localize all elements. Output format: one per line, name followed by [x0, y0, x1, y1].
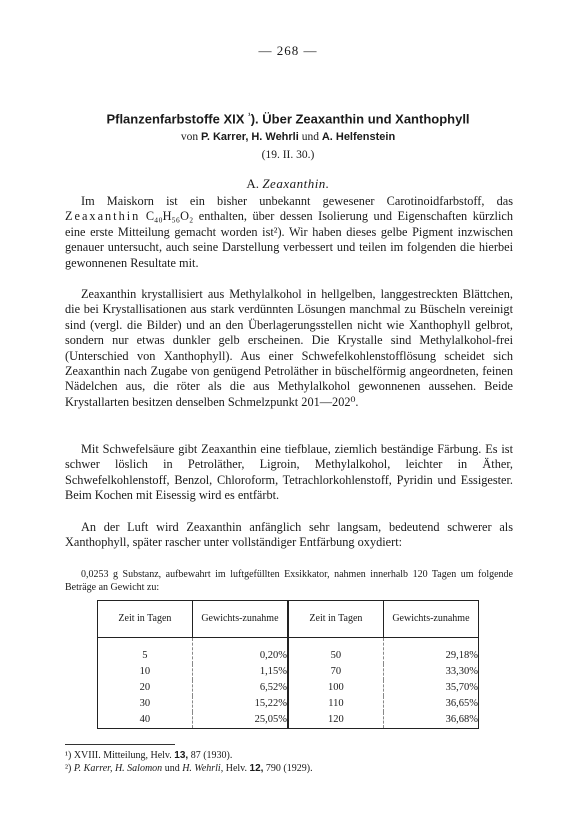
title-rest: ). Über Zeaxanthin und Xanthophyll — [250, 111, 470, 127]
cell-gain: 0,20% — [192, 638, 288, 665]
fn2-author3: H. Wehrli, — [182, 763, 224, 774]
paragraph-1 — [65, 194, 513, 271]
table-row — [98, 680, 479, 696]
article-title — [0, 111, 576, 126]
paragraph-4 — [65, 520, 513, 551]
p1-formula: C₄₀H₅₆O₂ — [145, 209, 194, 224]
author-3: A. Helfenstein — [321, 131, 396, 143]
p4-text: An der Luft wird Zeaxanthin anfänglich sehr langsam, bedeutend schwerer als Xanthophyll, später rascher unter vollständiger Entfärbung oxydiert: — [65, 520, 513, 550]
footnote-rule — [65, 744, 175, 745]
fn1-mark: ¹) — [65, 750, 72, 761]
cell-days: 40 — [98, 712, 193, 729]
header-gain-2: Gewichts-zunahme — [383, 601, 478, 638]
cell-days: 120 — [288, 712, 383, 729]
footnote-2 — [65, 763, 513, 775]
fn2-text: Helv. — [225, 763, 248, 774]
cell-gain: 36,68% — [445, 714, 478, 725]
title-footnote-mark: ¹ — [248, 111, 251, 120]
cell-gain: 29,18% — [445, 650, 478, 661]
fn1-volume: 13, — [174, 750, 189, 761]
fn2-und: und — [164, 763, 180, 774]
author-und: und — [301, 131, 319, 143]
cell-days: 30 — [98, 696, 193, 712]
author-von: von — [180, 131, 199, 143]
cell-days: 110 — [288, 696, 383, 712]
cell-gain: 25,05% — [192, 712, 288, 729]
weight-gain-table — [97, 600, 479, 729]
paragraph-2 — [65, 287, 513, 410]
author-1: P. Karrer, — [200, 131, 249, 143]
table-row — [98, 696, 479, 712]
cell-days: 70 — [288, 664, 383, 680]
table-row — [98, 638, 479, 665]
experiment-note: 0,0253 g Substanz, aufbewahrt im luftgefüllten Exsikkator, nahmen innerhalb 120 Tagen um folgende Beträge an Gewicht zu: — [65, 569, 513, 593]
section-heading — [0, 176, 576, 192]
author-2: H. Wehrli — [251, 131, 299, 143]
section-name: Zeaxanthin. — [262, 176, 330, 191]
paragraph-3 — [65, 442, 513, 504]
p3-text: Mit Schwefelsäure gibt Zeaxanthin eine tiefblaue, ziemlich beständige Färbung. Es ist schwer löslich in Petroläther, Ligroin, Methylalkohol, leichter in Äther, Schwefelkohlenstoff, Benzol, Chloroform, Tetrachlorkohlenstoff, Pyridin und Essigester. Beim Kochen mit Eisessig wird es entfärbt. — [65, 442, 513, 503]
cell-days: 100 — [288, 680, 383, 696]
submission-date: (19. II. 30.) — [261, 149, 315, 161]
page-number: — 268 — — [258, 43, 318, 58]
cell-days: 5 — [98, 638, 193, 665]
fn2-volume: 12, — [249, 763, 264, 774]
table-row — [98, 664, 479, 680]
p1-a: Im Maiskorn ist ein bisher unbekannt gewesener Carotinoidfarbstoff, das — [81, 194, 513, 208]
section-letter: A. — [246, 176, 260, 191]
cell-gain: 33,30% — [445, 666, 478, 677]
footnote-1 — [65, 750, 513, 762]
cell-gain: 15,22% — [192, 696, 288, 712]
fn1-end: 87 (1930). — [190, 750, 233, 761]
p1-name: Zeaxanthin — [65, 209, 141, 224]
cell-days: 10 — [98, 664, 193, 680]
header-gain-1: Gewichts-zunahme — [192, 601, 288, 638]
author-line — [0, 131, 576, 143]
header-days-2: Zeit in Tagen — [288, 601, 383, 638]
cell-gain: 6,52% — [192, 680, 288, 696]
cell-gain: 35,70% — [445, 682, 478, 693]
fn2-end: 790 (1929). — [265, 763, 313, 774]
table-row — [98, 712, 479, 729]
p1-b: enthalten, über dessen Isolierung und Eigenschaften kürzlich eine erste Mitteilung gemacht worden ist²). Wir haben dieses gelbe Pigment inzwischen genauer untersucht, auch seine Darstellung verbessert und teilen im folgenden die hierbei gewonnenen Resultate mit. — [65, 209, 513, 270]
cell-days: 20 — [98, 680, 193, 696]
fn1-text: XVIII. Mitteilung, Helv. — [73, 750, 172, 761]
title-main: Pflanzenfarbstoffe XIX — [106, 111, 245, 127]
cell-gain: 1,15% — [192, 664, 288, 680]
fn2-authors: P. Karrer, H. Salomon — [73, 763, 163, 774]
header-days-1: Zeit in Tagen — [98, 601, 193, 638]
cell-gain: 36,65% — [445, 698, 478, 709]
fn2-mark: ²) — [65, 763, 72, 774]
cell-days: 50 — [288, 638, 383, 665]
p2-text: Zeaxanthin krystallisiert aus Methylalkohol in hellgelben, langgestreckten Blättchen, die bei Krystallisationen aus stark verdünnten Lösungen manchmal zu Büscheln vereinigt sind (vergl. die Bilder) und an den Überlagerungsstellen nicht wie Xanthophyll gelbrot, sondern nur etwas dunkler gelb erscheinen. Die Krystalle sind Methylalkohol-frei (Unterschied von Xanthophyll). Aus einer Schwefelkohlenstofflösung scheidet sich Zeaxanthin nach Zugabe von genügend Petroläther in büschelförmig angeordneten, feinen Nädelchen aus, die röter als die aus Methylalkohol gewonnenen aussehen. Beide Krystallarten besitzen denselben Schmelzpunkt 201—202⁰. — [65, 287, 513, 409]
